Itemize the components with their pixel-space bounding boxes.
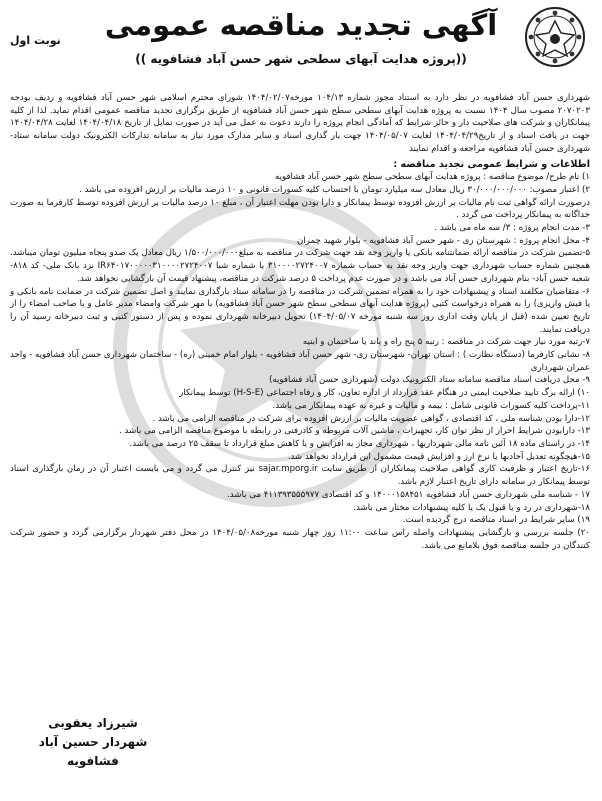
signatory-name: شیرزاد یعقوبی [48,716,138,730]
section-title: اطلاعات و شرایط عمومی تجدید مناقصه : [393,158,590,170]
item-19: ۱۹) سایر شرایط در اسناد مناقصه درج گردیده است. [402,515,590,526]
municipality-logo-icon [524,6,586,68]
item-17: ۱۷ - شناسه ملی شهرداری حسن آباد فشافویه ۱۴۰۰۰۱۵۸۴۵۱ و کد اقتصادی ۴۱۱۳۹۳۵۵۵۹۷۷ می باشد. [227,489,590,500]
item-1: ۱) نام طرح/ موضوع مناقصه : پروژه هدایت آبهای سطحی سطح شهر حسن آباد فشافویه [275,172,590,183]
item-12: ۱۲-دارا بودن شناسه ملی ، کد اقتصادی ، گواهی عضویت مالیات بر ارزش افزوده برای شرکت در مناقصه الزامی می باشد . [152,413,590,424]
item-11: ۱۱-پرداخت کلیه کسورات قانونی شامل : بیمه و مالیات و غیره به عهده پیمانکار می باشد. [272,400,590,411]
intro-paragraph: شهرداری حسن آباد فشافویه در نظر دارد به استناد مجوز شماره ۱۰۴/۱۳ مورخه۱۴۰۴/۰۲/۰۷ شورای محترم اسلامی شهر حسن آباد فشافویه و ردیف بودجه ۲۰۷۰۲۰۳ مصوب سال ۱۴۰۴ نسبت به پروژه هدایت آبهای سطحی سطح شهر حسن آباد فشافویه از طریق برگزاری تجدید مناقصه عمومی اقدام نماید. لذا از کلیه پیمانکاران و شرکت های صلاحیت دار و حائز شرایط که آمادگی انجام پروژه را دارند دعوت به عمل می آید در صورت تمایل از تاریخ ۱۴۰۴/۰۴/۱۸ لغایت ۱۴۰۴/۰۴/۲۸ جهت در یافت اسناد و از تاریخ۱۴۰۴/۰۴/۲۹ لغایت ۱۴۰۴/۰۵/۰۷ جهت بار گذاری اسناد و سایر مدارک مورد نیاز به سامانه تدارکات الکترونیک دولت سامانه ستاد- شهرداری حسن آباد فشافویه مراجعه و اقدام نمایند [10,93,591,154]
item-2-note: درصورت ارائه گواهی ثبت نام مالیات بر ارزش افزوده توسط پیمانکار و دارا بودن مهلت اعتبار آن ، مبلغ ۱۰ درصد مالیات بر ارزش افزوده توسط کارفرما به صورت جداگانه به پیمانکار پرداخت می گردد . [10,197,591,221]
item-4: ۴- محل انجام پروژه : شهرستان ری - شهر حسن آباد فشافویه - بلوار شهید چمران [297,235,590,246]
signature-block [18,714,168,771]
signatory-role: شهردار حسین آباد فشافویه [38,735,148,768]
item-14: ۱۴- در راستای ماده ۱۸ آئین نامه مالی شهرداریها ، شهرداری مجاز به افزایش و یا کاهش مبلغ قرارداد تا سقف ۲۵ درصد می باشد. [129,438,590,449]
item-3: ۳- مدت انجام پروژه : ۳/ سه ماه می باشد . [434,223,590,234]
item-7: ۷-رتبه مورد نیاز جهت شرکت در مناقصه : رتبه ۵ پنج راه و باند یا ساختمان و ابنیه [302,337,590,348]
item-18: ۱۸-شهرداری در رد و یا قبول یک یا کلیه پیشنهادات مختار می باشد. [353,502,590,513]
item-2: ۲) اعتبار مصوب: ۳۰/۰۰۰/۰۰۰/۰۰۰ ریال معادل سه میلیارد تومان با احتساب کلیه کسورات قانونی و ۱۰ درصد مالیات بر ارزش افزوده می باشد . [79,184,590,195]
notice-subtitle: ((پروژه هدایت آبهای سطحی شهر حسن آباد فشافویه )) [135,52,467,66]
notice-title: آگهی تجدید مناقصه عمومی [104,8,498,42]
item-6: ۶- متقاضیان مکلفند اسناد و پیشنهادات خود را به همراه تضمین شرکت در مناقصه را در سامانه ستاد بارگذاری نمایند و اصل تضمین شرکت در ضمانت نامه بانکی و یا فیش واریزی) را به همراه درخواست کتبی (پروژه هدایت آبهای سطحی سطح شهر حسن آباد فشافویه) با مهر شرکت وامضاء مدیر عامل و یا صاحب امضاء را از تاریخ تعیین شده (قبل از پایان وقت اداری روز سه شنبه مورخه ۱۴۰۴/۰۵/۰۷) تحویل دبیرخانه شهرداری نموده و پس از دستور کتبی و ثبت دبیرخانه رسید آن را دریافت نمایند. [10,286,590,335]
item-13: ۱۳- دارابودن شرایط احراز از نظر توان کار، تجهیزات ، ماشین آلات مربوطه و کادرفنی در رابطه با موضوع مناقصه الزامی می باشد . [119,426,590,437]
notice-body [10,92,590,552]
item-10: ۱۰) ارائه برگ تایید صلاحیت ایمنی در هنگام عقد قرارداد از اداره تعاون، کار و رفاه اجتماعی (H-S-E) توسط پیمانکار [179,388,590,399]
item-16: ۱۶-تاریخ اعتبار و ظرفیت کاری گواهی صلاحیت پیمانکاران از طریق سایت sajar.mporg.ir نیز کنترل می گردد و می بایست اعتبار آن در زمان بارگذاری اسناد توسط پیمانکار در سامانه دارای تاریخ اعتبار لازم باشد. [10,464,590,488]
item-20: ۲۰) جلسه بررسی و بازگشایی پیشنهادات واصله راس ساعت ۱۱:۰۰ روز چهار شنبه مورخه۱۴۰۴/۰۵/۰۸ در محل دفتر شهردار برگزارمی گردد و حضور شرکت کنندگان در جلسه مناقصه فوق بلامانع می باشد. [10,527,590,551]
item-15: ۱۵-هیچگونه تعدیل آحادبها یا نرخ ارز و افزایش قیمت مشمول این قرارداد نخواهد شد. [287,451,590,462]
item-5: ۵-تضمین شرکت در مناقصه ارائه ضمانتنامه بانکی یا واریز وجه نقد جهت شرکت در مناقصه به مبلغ۱/۵۰۰/۰۰۰/۰۰۰ ریال معادل یک صدو پنجاه میلیون تومان میباشد. همچنین شماره حساب شهرداری جهت واریز وجه نقد به حساب شماره ۳۱۰۰۰۰۲۷۲۴۰۰۷ یا شماره شبا IR۶۴۰۱۷۰۰۰۰۰۳۱۰۰۰۰۲۷۲۴۰۰۷ نزد بانک ملی- کد ۸۱۸- شعبه حسن آباد- بنام شهرداری حسن آباد می باشد و در صورت عدم پرداخت ۵ درصد شرکت در مناقصه، پیشنهاد قیمت آن بازگشایی نخواهد شد. [10,248,591,284]
insertion-badge: نوبت اول [10,34,61,47]
item-8: ۸- نشانی کارفرما (دستگاه نظارت ) : استان تهران- شهرستان ری- شهر حسن آباد فشافویه - بلوار امام خمینی (ره) - ساختمان شهرداری حسن آباد فشافویه - واحد عمران شهرداری [10,350,590,373]
item-9: ۹- محل دریافت اسناد مناقصه سامانه ستاد الکترونیک دولت (شهرداری حسن آباد فشافویه) [269,375,590,386]
